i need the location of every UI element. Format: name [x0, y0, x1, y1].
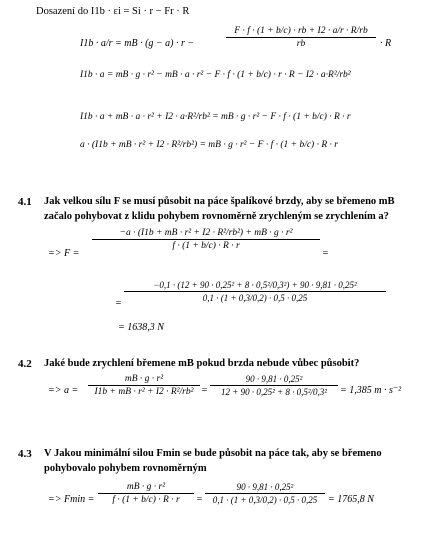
equals-sign: =: [115, 298, 122, 309]
section-4-3-fraction-1-denominator: f · (1 + b/c) · R · r: [112, 495, 180, 505]
equals-sign: =: [201, 385, 208, 396]
section-4-1-result: = 1638,3 N: [118, 322, 164, 333]
fraction-bar: [98, 493, 194, 494]
section-4-1-fraction-2-numerator: −0,1 · (12 + 90 · 0,25² + 8 · 0,5²/0,3²) + 90 · 9,81 · 0,25²: [153, 280, 357, 290]
fraction-bar: [88, 385, 200, 386]
derivation-eq1-fraction: [226, 26, 376, 49]
section-4-2-number: 4.2: [18, 358, 32, 370]
fraction-bar: [226, 37, 376, 38]
derivation-eq2: I1b · a = mB · g · r² − mB · a · r² − F · f · (1 + b/c) · r · R − I2 · a·R²/rb²: [80, 70, 351, 80]
equals-sign: =: [322, 248, 329, 259]
section-4-3-result: = 1765,8 N: [328, 494, 374, 505]
equals-sign: =: [196, 494, 203, 505]
section-4-3-question-line1: V Jakou minimální silou Fmin se bude působit na páce tak, aby se břemeno: [44, 448, 382, 459]
section-4-3-fraction-2-numerator: 90 · 9,81 · 0,25²: [236, 482, 294, 492]
section-4-3-question-line2: pohybovalo pohybem rovnoměrným: [44, 463, 207, 474]
section-4-2-result: = 1,385 m · s⁻²: [340, 385, 402, 396]
section-4-1-fraction-1: [92, 228, 320, 251]
section-4-2-fraction-1: [88, 374, 200, 397]
section-4-2-question-line1: Jaké bude zrychlení břemene mB pokud brzda nebude vůbec působit?: [44, 358, 360, 369]
section-4-3-lhs: => Fmin =: [48, 494, 95, 505]
derivation-eq4: a · (I1b + mB · r² + I2 · R²/rb²) = mB · g · r² − F · f · (1 + b/c) · R · r: [80, 140, 338, 150]
section-4-3-fraction-1-numerator: mB · g · r²: [126, 482, 166, 492]
derivation-eq1-denominator: rb: [296, 39, 306, 49]
section-4-1-fraction-2: [124, 280, 386, 303]
section-4-2-fraction-2-denominator: 12 + 90 · 0,25² + 8 · 0,5²/0,3²: [221, 387, 327, 397]
fraction-bar: [124, 291, 386, 292]
section-4-1-number: 4.1: [18, 196, 32, 208]
section-4-1-lhs: => F =: [48, 248, 80, 259]
section-4-1-fraction-2-denominator: 0,1 · (1 + 0,3/0,2) · 0,5 · 0,25: [202, 293, 308, 303]
section-4-1-fraction-1-denominator: f · (1 + b/c) · R · r: [172, 241, 240, 251]
derivation-eq3: I1b · a + mB · a · r² + I2 · a·R²/rb² = mB · g · r² − F · f · (1 + b/c) · R · r: [80, 112, 351, 122]
section-4-2-fraction-1-numerator: mB · g · r²: [124, 374, 164, 384]
section-4-2-fraction-1-denominator: I1b + mB · r² + I2 · R²/rb²: [94, 387, 194, 397]
derivation-eq1-tail: · R: [380, 38, 392, 49]
derivation-eq1-numerator: F · f · (1 + b/c) · rb + I2 · a/r · R/rb: [234, 26, 368, 36]
section-4-2-lhs: => a =: [48, 385, 79, 396]
intro-line: Dosazení do I1b · εi = Si · r − Fr · R: [36, 6, 190, 17]
section-4-2-fraction-2-numerator: 90 · 9,81 · 0,25²: [245, 374, 303, 384]
derivation-eq1-lhs: I1b · a/r = mB · (g − a) · r −: [80, 38, 195, 49]
section-4-2-fraction-2: [210, 374, 338, 397]
section-4-3-fraction-2-denominator: 0,1 · (1 + 0,3/0,2) · 0,5 · 0,25: [212, 495, 318, 505]
section-4-1-question-line1: Jak velkou sílu F se musí působit na páce špalíkové brzdy, aby se břemeno mB: [44, 196, 395, 207]
section-4-3-fraction-1: [98, 482, 194, 505]
section-4-3-fraction-2: [205, 482, 325, 505]
section-4-1-fraction-1-numerator: −a · (I1b + mB · r² + I2 · R²/rb²) + mB · g · r²: [119, 228, 293, 238]
section-4-3-number: 4.3: [18, 448, 32, 460]
fraction-bar: [205, 493, 325, 494]
section-4-1-question-line2: začalo pohybovat z klidu pohybem rovnoměrně zrychleným se zrychlením a?: [44, 211, 389, 222]
fraction-bar: [92, 239, 320, 240]
fraction-bar: [210, 385, 338, 386]
